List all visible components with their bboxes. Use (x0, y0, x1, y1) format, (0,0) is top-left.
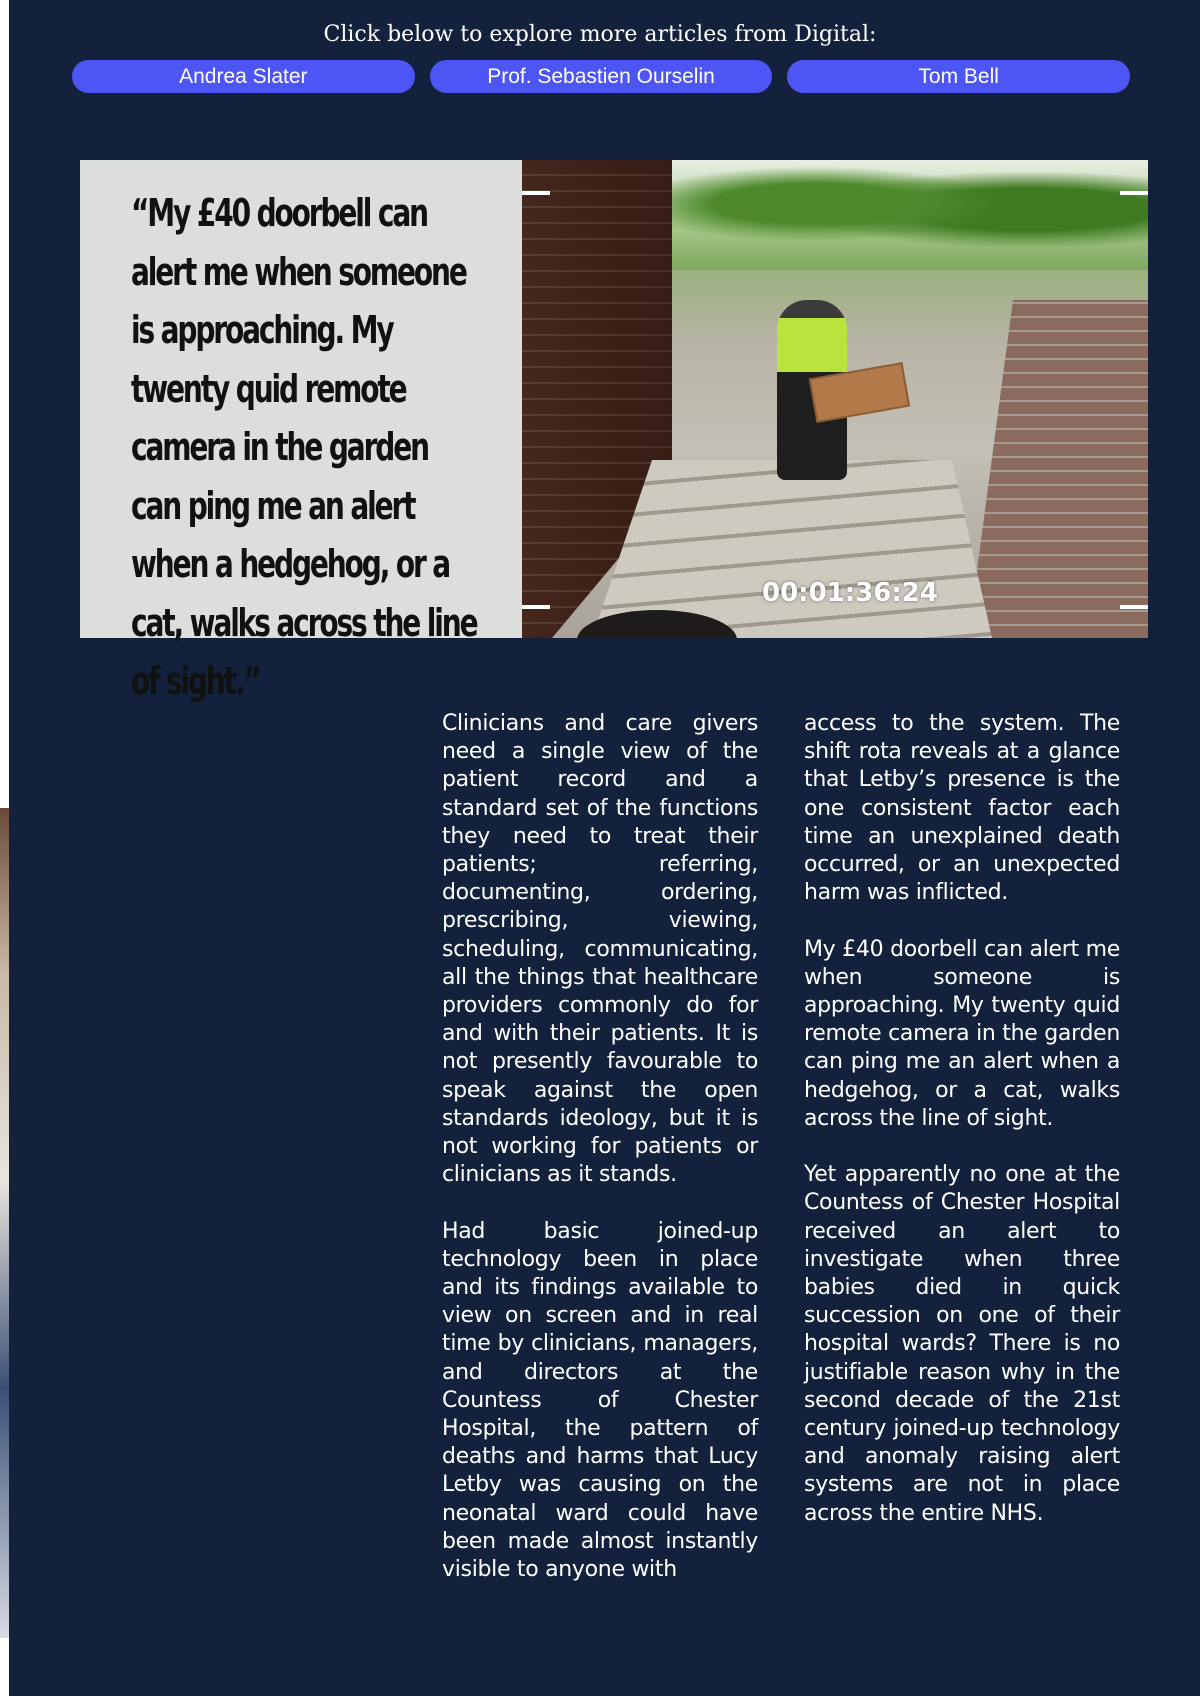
viewfinder-corner-bottom-left (522, 605, 550, 609)
author-link-andrea-slater[interactable]: Andrea Slater (72, 60, 415, 93)
explore-heading: Click below to explore more articles from Digital: (323, 22, 877, 47)
viewfinder-corner-top-right (1120, 191, 1148, 195)
camera-brick-wall-right (968, 300, 1148, 638)
side-image-strip (0, 808, 9, 1638)
author-link-tom-bell[interactable]: Tom Bell (787, 60, 1130, 93)
pull-quote: “My £40 doorbell can alert me when someone is approaching. My twenty quid remote camera in the garden can ping me an alert when a hedgehog, or a cat, walks across the line of sight.” (131, 191, 477, 703)
article-column-left (442, 710, 758, 1584)
viewfinder-corner-bottom-right (1120, 605, 1148, 609)
camera-trees-background (672, 160, 1148, 270)
paragraph: My £40 doorbell can alert me when someone is approaching. My twenty quid remote camera in the garden can ping me an alert when a hedgehog, or a cat, walks across the line of sight. (804, 936, 1120, 1131)
article-body (442, 710, 1120, 1584)
paragraph: Yet apparently no one at the Countess of Chester Hospital received an alert to investigate when three babies died in quick succession on one of their hospital wards? There is no justifiable reason why in the second decade of the 21st century joined-up technology and anomaly raising alert systems are not in place across the entire NHS. (804, 1162, 1120, 1526)
author-link-sebastien-ourselin[interactable]: Prof. Sebastien Ourselin (430, 60, 773, 93)
author-link-row (72, 60, 1130, 93)
paragraph: Clinicians and care givers need a single view of the patient record and a standard set of the functions they need to treat their patients; referring, documenting, ordering, prescribing, viewing, scheduling, communicating, all the things that healthcare providers commonly do for and with their patients. It is not presently favourable to speak against the open standards ideology, but it is not working for patients or clinicians as it stands. (442, 711, 758, 1188)
paragraph: access to the system. The shift rota reveals at a glance that Letby’s presence is the one consistent factor each time an unexplained death occurred, or an unexpected harm was inflicted. (804, 711, 1120, 906)
viewfinder-corner-top-left (522, 191, 550, 195)
doorbell-camera-image (522, 160, 1148, 638)
article-column-right (804, 710, 1120, 1584)
feature-block (80, 160, 1148, 703)
camera-timecode: 00:01:36:24 (762, 578, 938, 608)
pull-quote-panel (80, 160, 522, 703)
paragraph: Had basic joined-up technology been in place and its findings available to view on screen and in real time by clinicians, managers, and directors at the Countess of Chester Hospital, the pattern of deaths and harms that Lucy Letby was causing on the neonatal ward could have been made almost instantly visible to anyone with (442, 1218, 758, 1583)
